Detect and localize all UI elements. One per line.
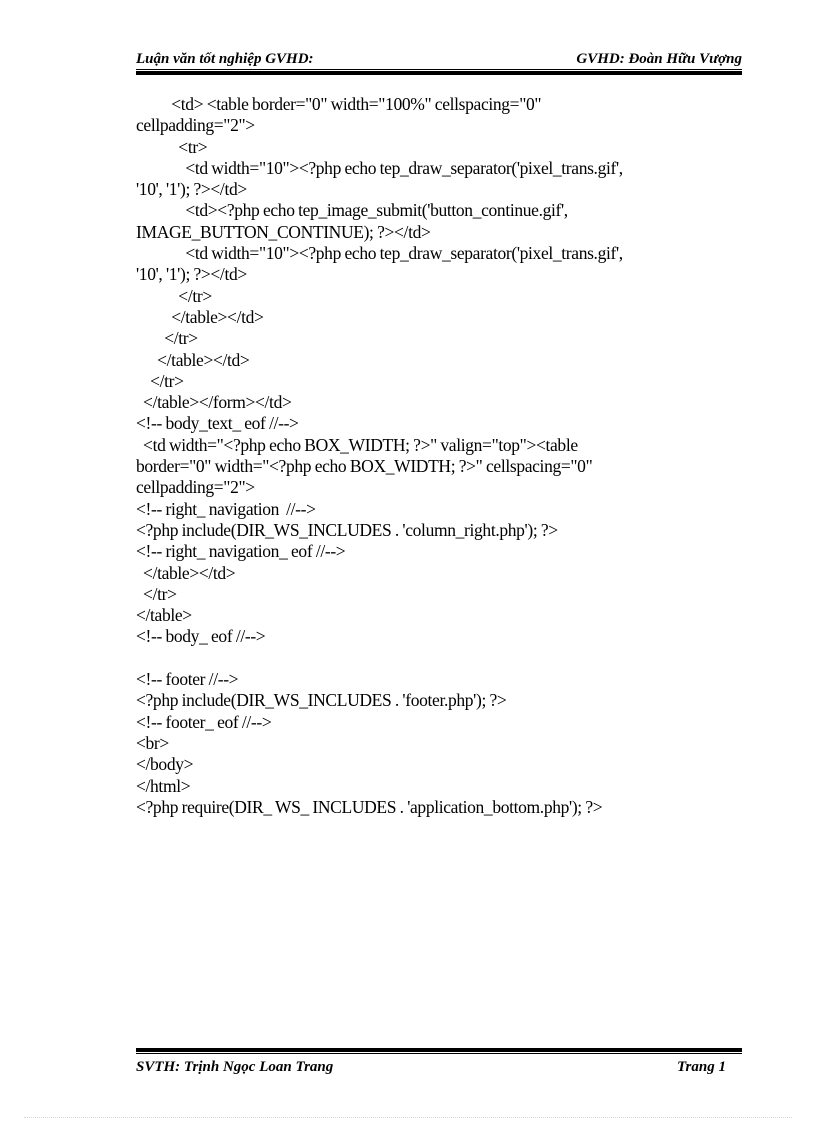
code-line: </tr> bbox=[136, 370, 184, 391]
code-listing bbox=[136, 94, 736, 818]
code-line: border="0" width="<?php echo BOX_WIDTH; ?>" cellspacing="0" bbox=[136, 456, 593, 477]
code-line bbox=[136, 648, 736, 669]
code-line: </body> bbox=[136, 754, 194, 775]
code-line: <!-- right_ navigation_ eof //--> bbox=[136, 541, 346, 562]
footer-rule-thick bbox=[136, 1048, 742, 1052]
code-line: <?php include(DIR_WS_INCLUDES . 'footer.php'); ?> bbox=[136, 690, 507, 711]
code-line: <?php include(DIR_WS_INCLUDES . 'column_right.php'); ?> bbox=[136, 519, 558, 540]
code-line: </tr> bbox=[136, 285, 212, 306]
code-line: cellpadding="2"> bbox=[136, 477, 255, 498]
code-line: </tr> bbox=[136, 583, 177, 604]
code-line: <!-- footer //--> bbox=[136, 669, 239, 690]
code-line: <!-- right_ navigation //--> bbox=[136, 498, 316, 519]
footer-page-number: Trang 1 bbox=[676, 1059, 726, 1075]
header-thesis-title: Luận văn tốt nghiệp GVHD: bbox=[136, 51, 314, 67]
code-line: </table></td> bbox=[136, 349, 250, 370]
code-line: <tr> bbox=[136, 136, 208, 157]
header-rule-thick bbox=[136, 71, 742, 75]
header-rule-thin bbox=[136, 69, 742, 70]
page-header bbox=[136, 50, 742, 68]
code-line: <!-- body_ eof //--> bbox=[136, 626, 266, 647]
code-line: IMAGE_BUTTON_CONTINUE); ?></td> bbox=[136, 221, 431, 242]
header-advisor: GVHD: Đoàn Hữu Vượng bbox=[576, 51, 742, 67]
code-line: <!-- footer_ eof //--> bbox=[136, 711, 272, 732]
code-line: <!-- body_text_ eof //--> bbox=[136, 413, 299, 434]
code-line: <br> bbox=[136, 732, 169, 753]
code-line: <td width="10"><?php echo tep_draw_separator('pixel_trans.gif', bbox=[136, 157, 623, 178]
page-bottom-edge bbox=[24, 1117, 792, 1118]
code-line: <td> <table border="0" width="100%" cellspacing="0" bbox=[136, 94, 542, 114]
footer-rule-thin bbox=[136, 1053, 742, 1054]
code-line: <td width="10"><?php echo tep_draw_separator('pixel_trans.gif', bbox=[136, 243, 623, 264]
code-line: <td width="<?php echo BOX_WIDTH; ?>" valign="top"><table bbox=[136, 434, 578, 455]
code-line: </table></td> bbox=[136, 306, 264, 327]
code-line: <?php require(DIR_ WS_ INCLUDES . 'application_bottom.php'); ?> bbox=[136, 796, 603, 817]
footer-student: SVTH: Trịnh Ngọc Loan Trang bbox=[136, 1059, 334, 1075]
code-line: cellpadding="2"> bbox=[136, 115, 255, 136]
code-line: <td><?php echo tep_image_submit('button_continue.gif', bbox=[136, 200, 568, 221]
code-line: </table> bbox=[136, 605, 192, 626]
code-line: </tr> bbox=[136, 328, 198, 349]
code-line: </table></td> bbox=[136, 562, 236, 583]
page-footer bbox=[136, 1058, 726, 1076]
code-line: </table></form></td> bbox=[136, 392, 292, 413]
code-line: '10', '1'); ?></td> bbox=[136, 264, 247, 285]
code-line: '10', '1'); ?></td> bbox=[136, 179, 247, 200]
code-line: </html> bbox=[136, 775, 191, 796]
